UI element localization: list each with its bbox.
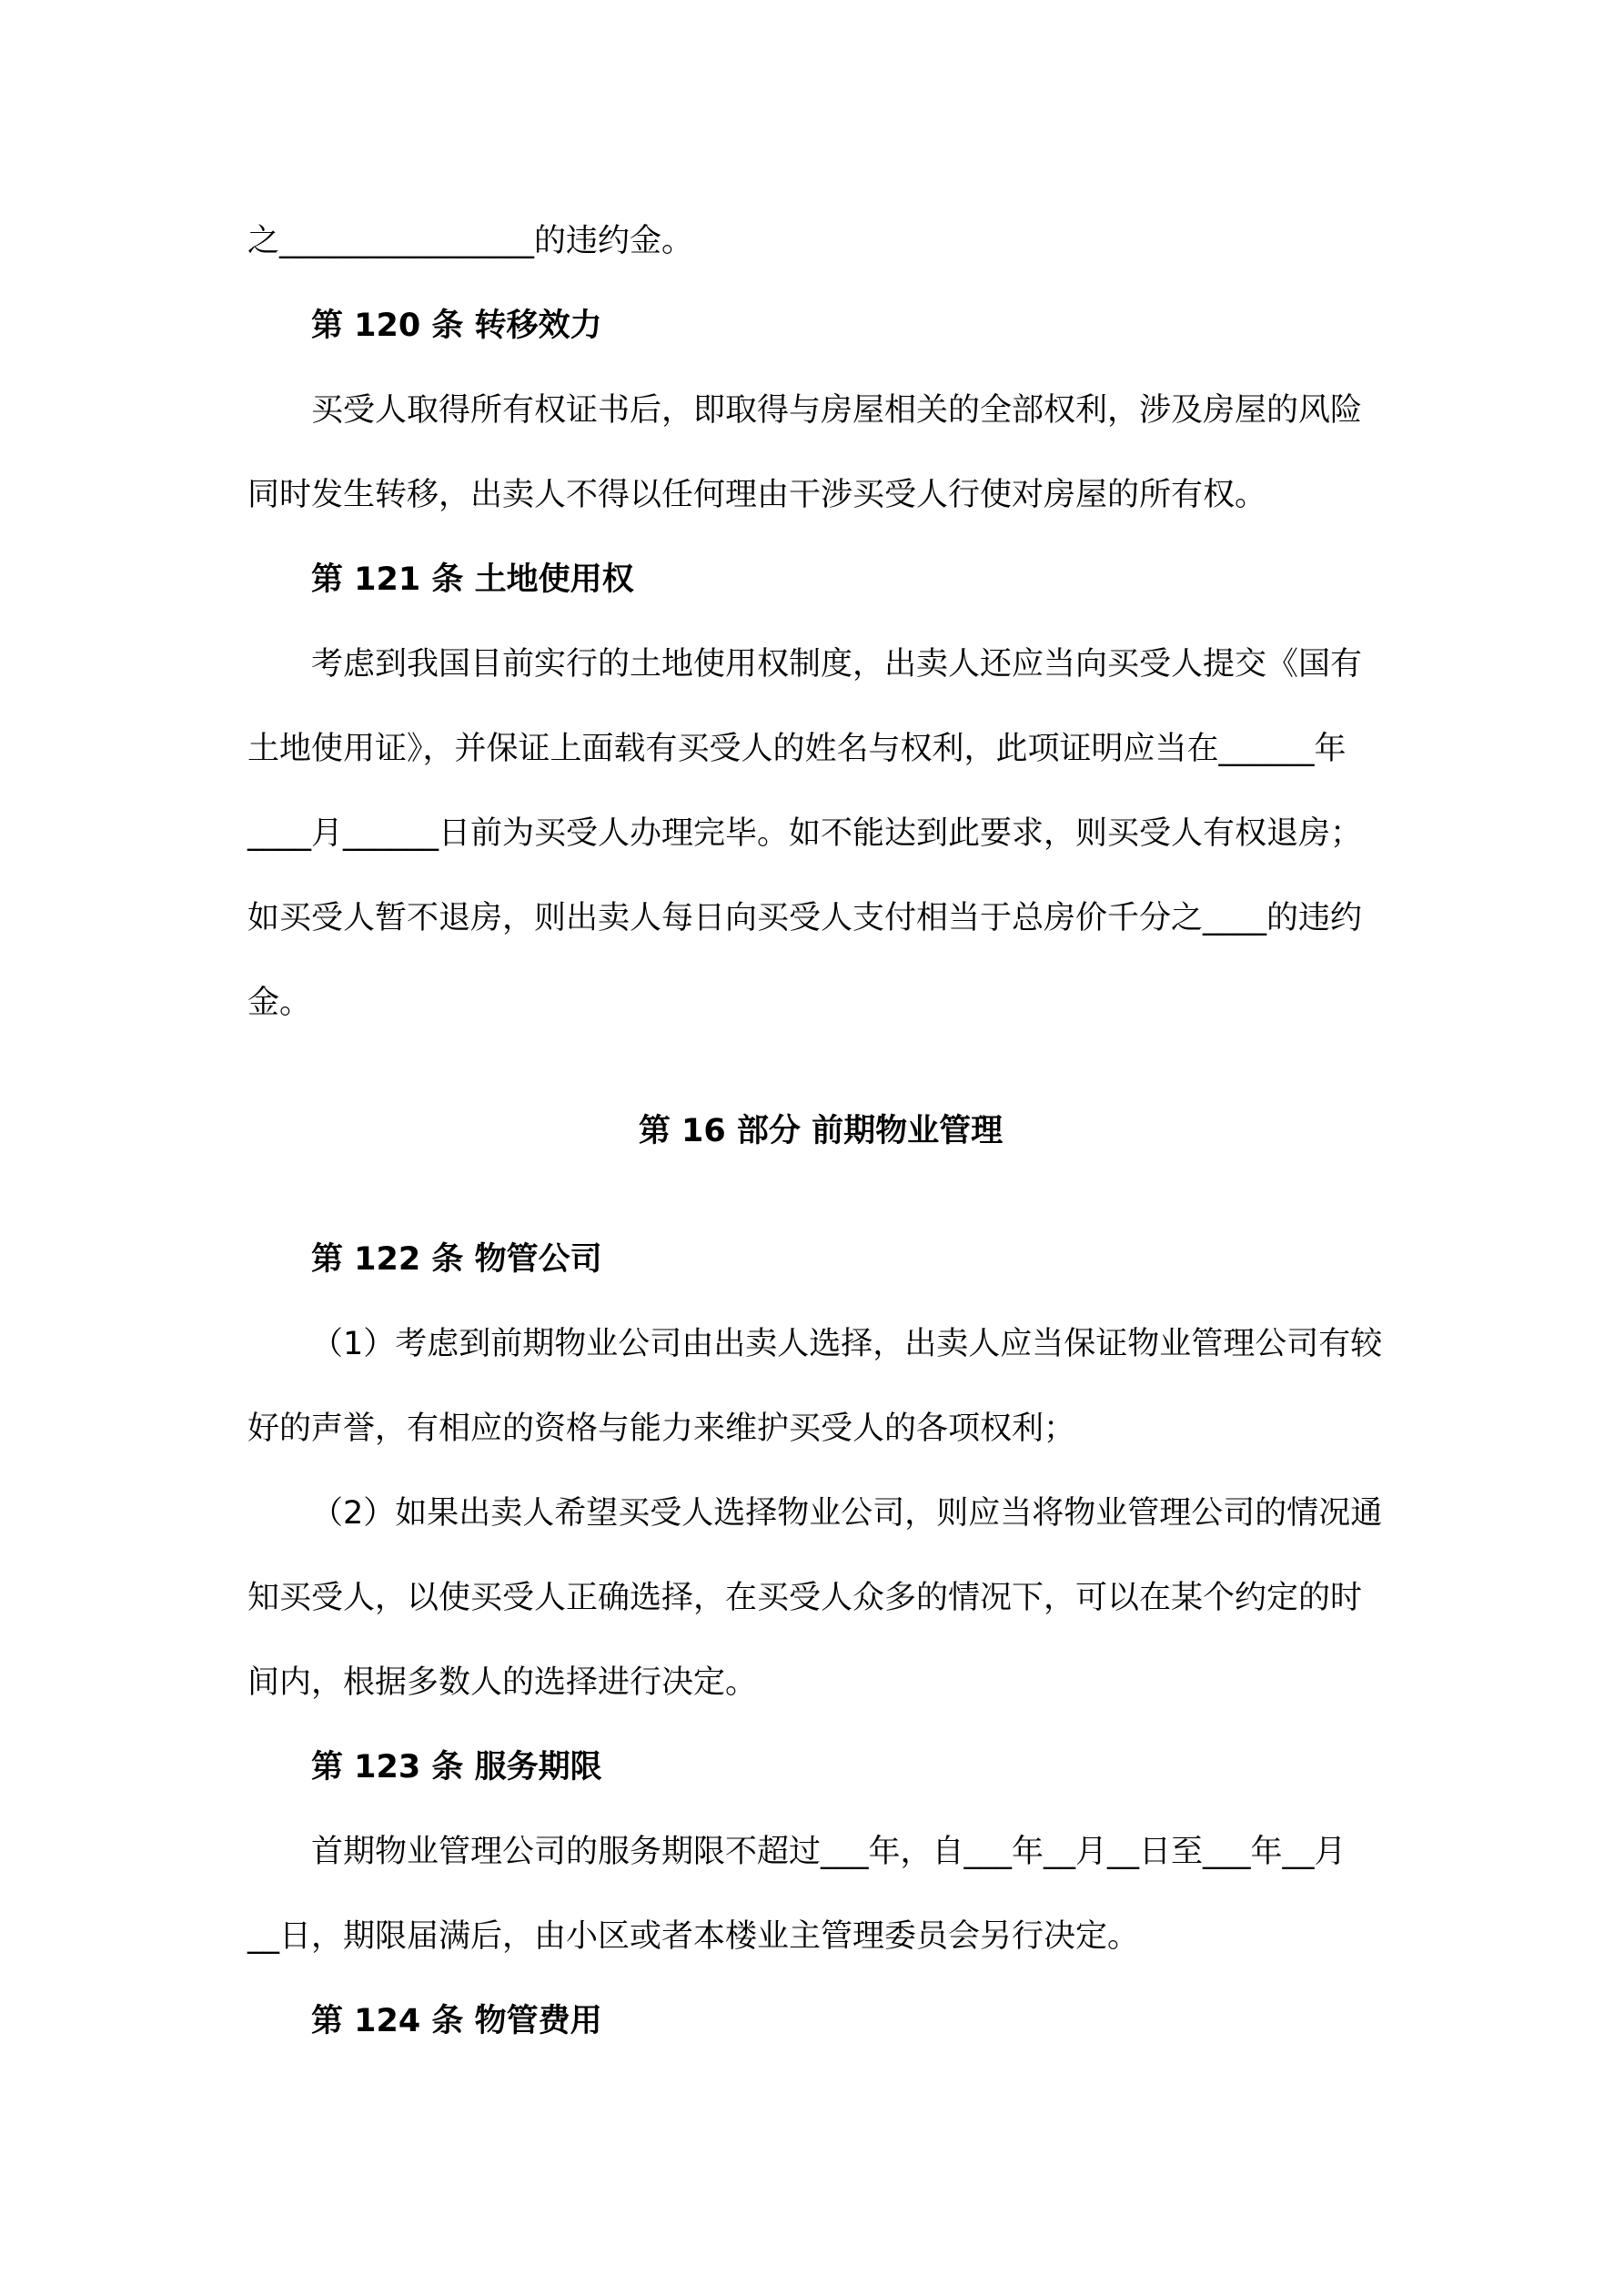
article-122-heading: 第 122 条 物管公司 xyxy=(311,1241,602,1278)
paragraph-line: （1）考虑到前期物业公司由出卖人选择，出卖人应当保证物业管理公司有较 xyxy=(311,1326,1383,1362)
paragraph-line: （2）如果出卖人希望买受人选择物业公司，则应当将物业管理公司的情况通 xyxy=(311,1495,1383,1532)
paragraph-line: 之________________的违约金。 xyxy=(247,223,694,259)
paragraph-line: 同时发生转移，出卖人不得以任何理由干涉买受人行使对房屋的所有权。 xyxy=(247,477,1267,513)
paragraph-line: 间内，根据多数人的选择进行决定。 xyxy=(247,1664,758,1701)
paragraph-line: 如买受人暂不退房，则出卖人每日向买受人支付相当于总房价千分之____的违约 xyxy=(247,900,1363,936)
paragraph-line: 金。 xyxy=(247,985,312,1021)
part-16-title: 第 16 部分 前期物业管理 xyxy=(638,1113,1004,1149)
document-page xyxy=(247,209,1394,2074)
paragraph-line: 好的声誉，有相应的资格与能力来维护买受人的各项权利； xyxy=(247,1411,1076,1447)
paragraph-line: 买受人取得所有权证书后，即取得与房屋相关的全部权利，涉及房屋的风险 xyxy=(311,392,1363,429)
paragraph-line: __日，期限届满后，由小区或者本楼业主管理委员会另行决定。 xyxy=(247,1918,1140,1955)
paragraph-line: 知买受人，以使买受人正确选择，在买受人众多的情况下，可以在某个约定的时 xyxy=(247,1580,1363,1616)
paragraph-line: 土地使用证》，并保证上面载有买受人的姓名与权利，此项证明应当在______年 xyxy=(247,731,1347,767)
paragraph-line: ____月______日前为买受人办理完毕。如不能达到此要求，则买受人有权退房； xyxy=(247,815,1363,852)
paragraph-line: 首期物业管理公司的服务期限不超过___年，自___年__月__日至___年__月 xyxy=(311,1834,1347,1870)
article-123-heading: 第 123 条 服务期限 xyxy=(311,1749,602,1785)
article-121-heading: 第 121 条 土地使用权 xyxy=(311,561,634,598)
article-120-heading: 第 120 条 转移效力 xyxy=(311,308,602,344)
article-124-heading: 第 124 条 物管费用 xyxy=(311,2003,602,2039)
paragraph-line: 考虑到我国目前实行的土地使用权制度，出卖人还应当向买受人提交《国有 xyxy=(311,646,1363,683)
